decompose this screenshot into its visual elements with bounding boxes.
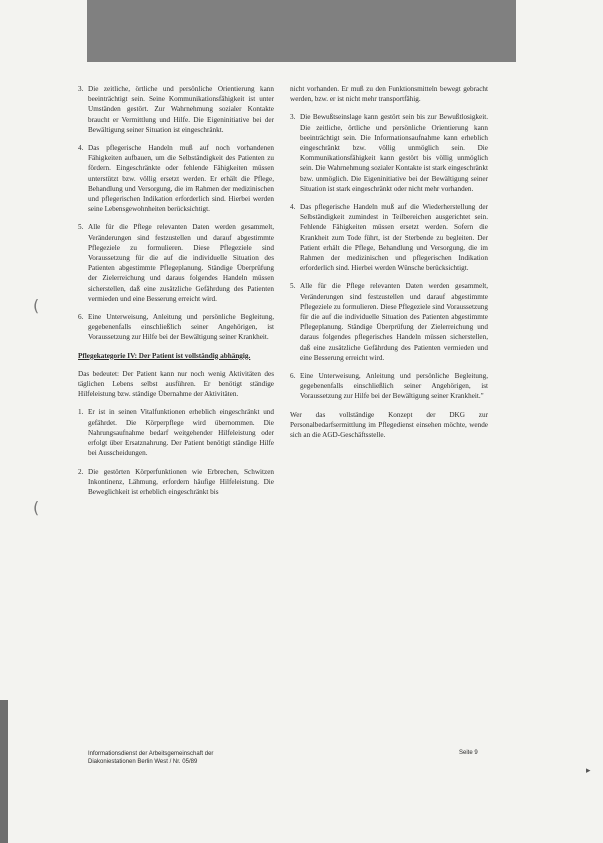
item-number: 1. [78, 408, 84, 417]
footer-line-2: Diakoniestationen Berlin West / Nr. 05/89 [88, 759, 198, 765]
item-number: 4. [78, 144, 84, 153]
list-item [290, 371, 488, 402]
item-text: Er ist in seinen Vitalfunktionen erheblich eingeschränkt und gefährdet. Die Körperpflege wird übernommen. Die Nahrungsaufnahme bedarf weitgehender Hilfeleistung oder erfolgt über Ersatznahrung. Der Patient benötigt ständige Hilfe bei Ausscheidungen. [88, 408, 274, 458]
item-number: 6. [290, 372, 296, 381]
item-number: 6. [78, 313, 84, 322]
punch-hole-mark-upper: ( [33, 296, 40, 315]
footer-publication [88, 750, 483, 766]
item-number: 4. [290, 203, 296, 212]
scan-edge-strip [0, 700, 8, 843]
item-number: 2. [78, 467, 84, 476]
list-item [290, 281, 488, 363]
list-item [290, 202, 488, 273]
footer-line-1: Informationsdienst der Arbeitsgemeinschaft der [88, 751, 214, 757]
item-text: Die Bewußtseinslage kann gestört sein bis zur Bewußtlosigkeit. Die zeitliche, örtliche und persönliche Orientierung kann beeinträchtigt sein. Die Informationsaufnahme kann erheblich eingeschränkt bzw. völlig unmöglich sein. Die Kommunikationsfähigkeit kann gestört bis völlig unmöglich sein. Die Wahrnehmung sozialer Kontakte ist stark eingeschränkt bzw. unmöglich. Die Eigeninitiative bei der Bewältigung seiner Situation ist stark eingeschränkt oder nicht mehr vorhanden. [300, 113, 488, 193]
item-text: Eine Unterweisung, Anleitung und persönliche Begleitung, gegebenenfalls einschließlich seiner Angehörigen, ist Voraussetzung zur Hilfe bei der Bewältigung seiner Krankheit." [300, 372, 488, 401]
item-text: Die gestörten Körperfunktionen wie Erbrechen, Schwitzen Inkontinenz, Lähmung, erfordern häufige Hilfeleistung. Die Beweglichkeit ist erheblich eingeschränkt bis [88, 467, 274, 496]
scan-mark: ▸ [586, 765, 591, 775]
item-number: 5. [290, 282, 296, 291]
item-number: 3. [290, 113, 296, 122]
list-item [78, 312, 274, 343]
list-item [78, 467, 274, 498]
left-column [78, 84, 274, 505]
item-text: Das pflegerische Handeln muß auf die Wiederherstellung der Selbständigkeit zumindest in Teilbereichen ausgerichtet sein. Fehlende Fähigkeiten müssen ersetzt werden. Sofern die Krankheit zum Tode führt, ist der Sterbende zu begleiten. Der Patient erhält die Pflege, Behandlung und Versorgung, die im Rahmen der medizinischen und pflegerischen Indikation erforderlich sind. Hierbei werden Wünsche berücksichtigt. [300, 203, 488, 273]
list-item [78, 222, 274, 304]
item-text: Eine Unterweisung, Anleitung und persönliche Begleitung, gegebenenfalls einschließlich seiner Angehörigen, ist Voraussetzung zur Hilfe bei der Bewältigung seiner Krankheit. [88, 313, 274, 342]
right-column [290, 84, 488, 448]
item-text: Alle für die Pflege relevanten Daten werden gesammelt, Veränderungen sind festzustellen und darauf abgestimmte Pflegeziele zu formulieren. Diese Pflegeziele sind Voraussetzung für die auf die individuelle Situation des Patienten abgestimmte Pflegeplanung. Ständige Überprüfung der Zielerreichung und daraus folgendes pflegerisches Handeln müssen sicherstellen, daß eine zusätzliche Gefährdung des Patienten vermieden und eine Besserung erreicht wird. [300, 282, 488, 362]
list-item [78, 407, 274, 458]
header-bar [87, 0, 516, 62]
punch-hole-mark-lower: ( [33, 498, 40, 517]
category-heading: Pflegekategorie IV: Der Patient ist vollständig abhängig. [78, 351, 251, 360]
page-number: Seite 9 [459, 750, 478, 756]
item-number: 5. [78, 223, 84, 232]
item-number: 3. [78, 85, 84, 93]
category-intro: Das bedeutet: Der Patient kann nur noch wenig Aktivitäten des täglichen Lebens selbst ausführen. Er benötigt ständige Hilfeleistung bzw. ständige Übernahme der Aktivitäten. [78, 369, 274, 399]
item-text: Alle für die Pflege relevanten Daten werden gesammelt, Veränderungen sind festzustellen und darauf abgestimmte Pflegeziele zu formulieren. Diese Pflegeziele sind Voraussetzung für die auf die individuelle Situation des Patienten abgestimmte Pflegeplanung. Ständige Überprüfung der Zielerreichung und daraus folgendes Handeln müssen sicherstellen, daß eine zusätzliche Gefährdung des Patienten vermieden und eine Besserung erreicht wird. [88, 223, 274, 303]
list-item [78, 84, 274, 135]
item-text: Das pflegerische Handeln muß auf noch vorhandenen Fähigkeiten aufbauen, um die Selbständigkeit des Patienten zu fördern. Eingeschränkte oder fehlende Fähigkeiten müssen unterstützt bzw. völlig ersetzt werden. Er erhält die Pflege, Behandlung und Versorgung, die im Rahmen der medizinischen und pflegerischen Indikation erforderlich sind. Hierbei werden seine Lebensgewohnheiten berücksichtigt. [88, 144, 274, 214]
continuation-text: nicht vorhanden. Er muß zu den Funktionsmitteln bewegt gebracht werden, bzw. er ist nicht mehr transportfähig. [290, 85, 488, 104]
list-item [78, 143, 274, 214]
closing-note: Wer das vollständige Konzept der DKG zur Personalbedarfsermittlung im Pflegedienst einsehen möchte, wende sich an die AGD-Geschäftsstelle. [290, 410, 488, 440]
list-item [290, 112, 488, 194]
item-text: Die zeitliche, örtliche und persönliche Orientierung kann beeinträchtigt sein. Seine Kommunikationsfähigkeit ist unter Umständen gestört. Zur Wahrnehmung sozialer Kontakte braucht er Vermittlung und Hilfe. Die Eigeninitiative bei der Bewältigung seiner Situation ist eingeschränkt. [88, 85, 274, 134]
